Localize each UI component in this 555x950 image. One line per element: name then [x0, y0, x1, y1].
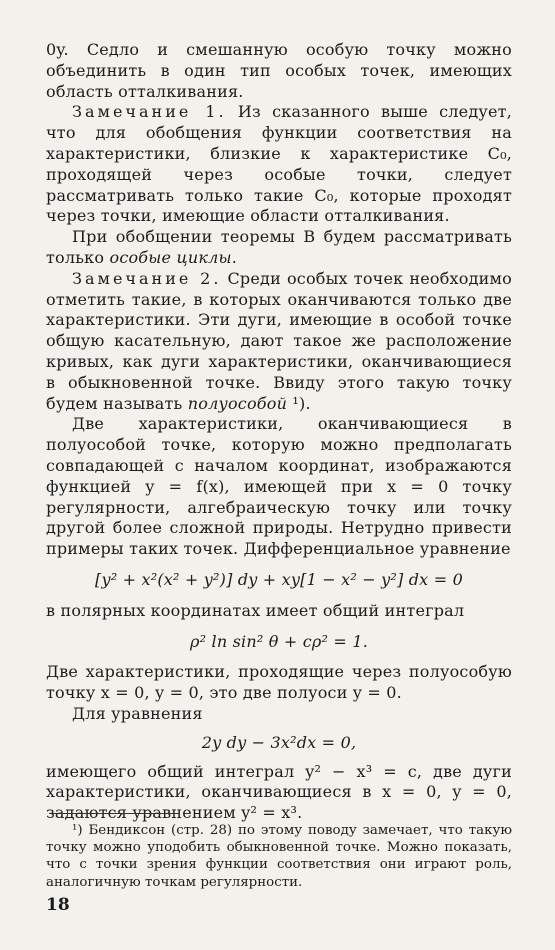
- paragraph-9: имеющего общий интеграл y² − x³ = c, две дуги характеристики, оканчивающиеся в x = 0, y = 0, задаются уравнением y² = x³.: [46, 761, 512, 823]
- paragraph-5: Две характеристики, оканчивающиеся в полуособой точке, которую можно предполагать совпадающей с началом координат, изображаются функцией y = f(x), имеющей при x = 0 точку регулярности, алгебраическую точку или точку другой более сложной природы. Нетрудно привести примеры таких точек. Дифференциальное уравнение: [46, 414, 512, 559]
- paragraph-6: в полярных координатах имеет общий интеграл: [46, 600, 465, 620]
- paragraph-7: Две характеристики, проходящие через полуособую точку x = 0, y = 0, это две полуоси y = 0.: [46, 662, 512, 703]
- remark-1: [46, 102, 512, 227]
- remark-2-end: ¹).: [287, 393, 311, 413]
- remark-2: [46, 269, 512, 415]
- footnote-divider: [50, 813, 178, 814]
- page-number: 18: [46, 895, 70, 915]
- formula-2: ρ² ln sin² θ + cρ² = 1.: [190, 631, 368, 651]
- footnote: ¹) Бендиксон (стр. 28) по этому поводу замечает, что такую точку можно уподобить обыкновенной точке. Можно показать, что с точки зрения функции соответствия они играют роль, аналогичную точкам регулярности.: [46, 823, 512, 890]
- paragraph-3-end: .: [231, 247, 238, 267]
- paragraph-8: Для уравнения: [72, 703, 203, 723]
- paragraph-3-italic: особые циклы: [109, 247, 232, 267]
- main-text: [46, 40, 512, 824]
- remark-2-heading: Замечание 2.: [72, 268, 222, 288]
- formula-1: [y² + x²(x² + y²)] dy + xy[1 − x² − y²] dx = 0: [95, 569, 463, 589]
- paragraph-3-text: При обобщении теоремы В будем рассматривать только: [46, 227, 512, 267]
- paragraph-3: [46, 227, 512, 269]
- remark-1-text: Из сказанного выше следует, что для обобщения функции соответствия на характеристики, близкие к характеристике C₀, проходящей через особые точки, следует рассматривать только такие C₀, которые проходят через точки, имеющие области отталкивания.: [46, 102, 513, 226]
- paragraph-1: 0y. Седло и смешанную особую точку можно объединить в один тип особых точек, имеющих область отталкивания.: [46, 40, 512, 101]
- formula-3: 2y dy − 3x²dx = 0,: [201, 732, 357, 752]
- remark-2-text: Среди особых точек необходимо отметить такие, в которых оканчиваются только две характеристики. Эти дуги, имеющие в особой точке общую касательную, дают такое же расположение кривых, как дуги характеристики, оканчивающиеся в обыкновенной точке. Ввиду этого такую точку будем называть: [46, 268, 513, 413]
- remark-1-heading: Замечание 1.: [72, 102, 227, 122]
- remark-2-italic: полуособой: [187, 393, 288, 413]
